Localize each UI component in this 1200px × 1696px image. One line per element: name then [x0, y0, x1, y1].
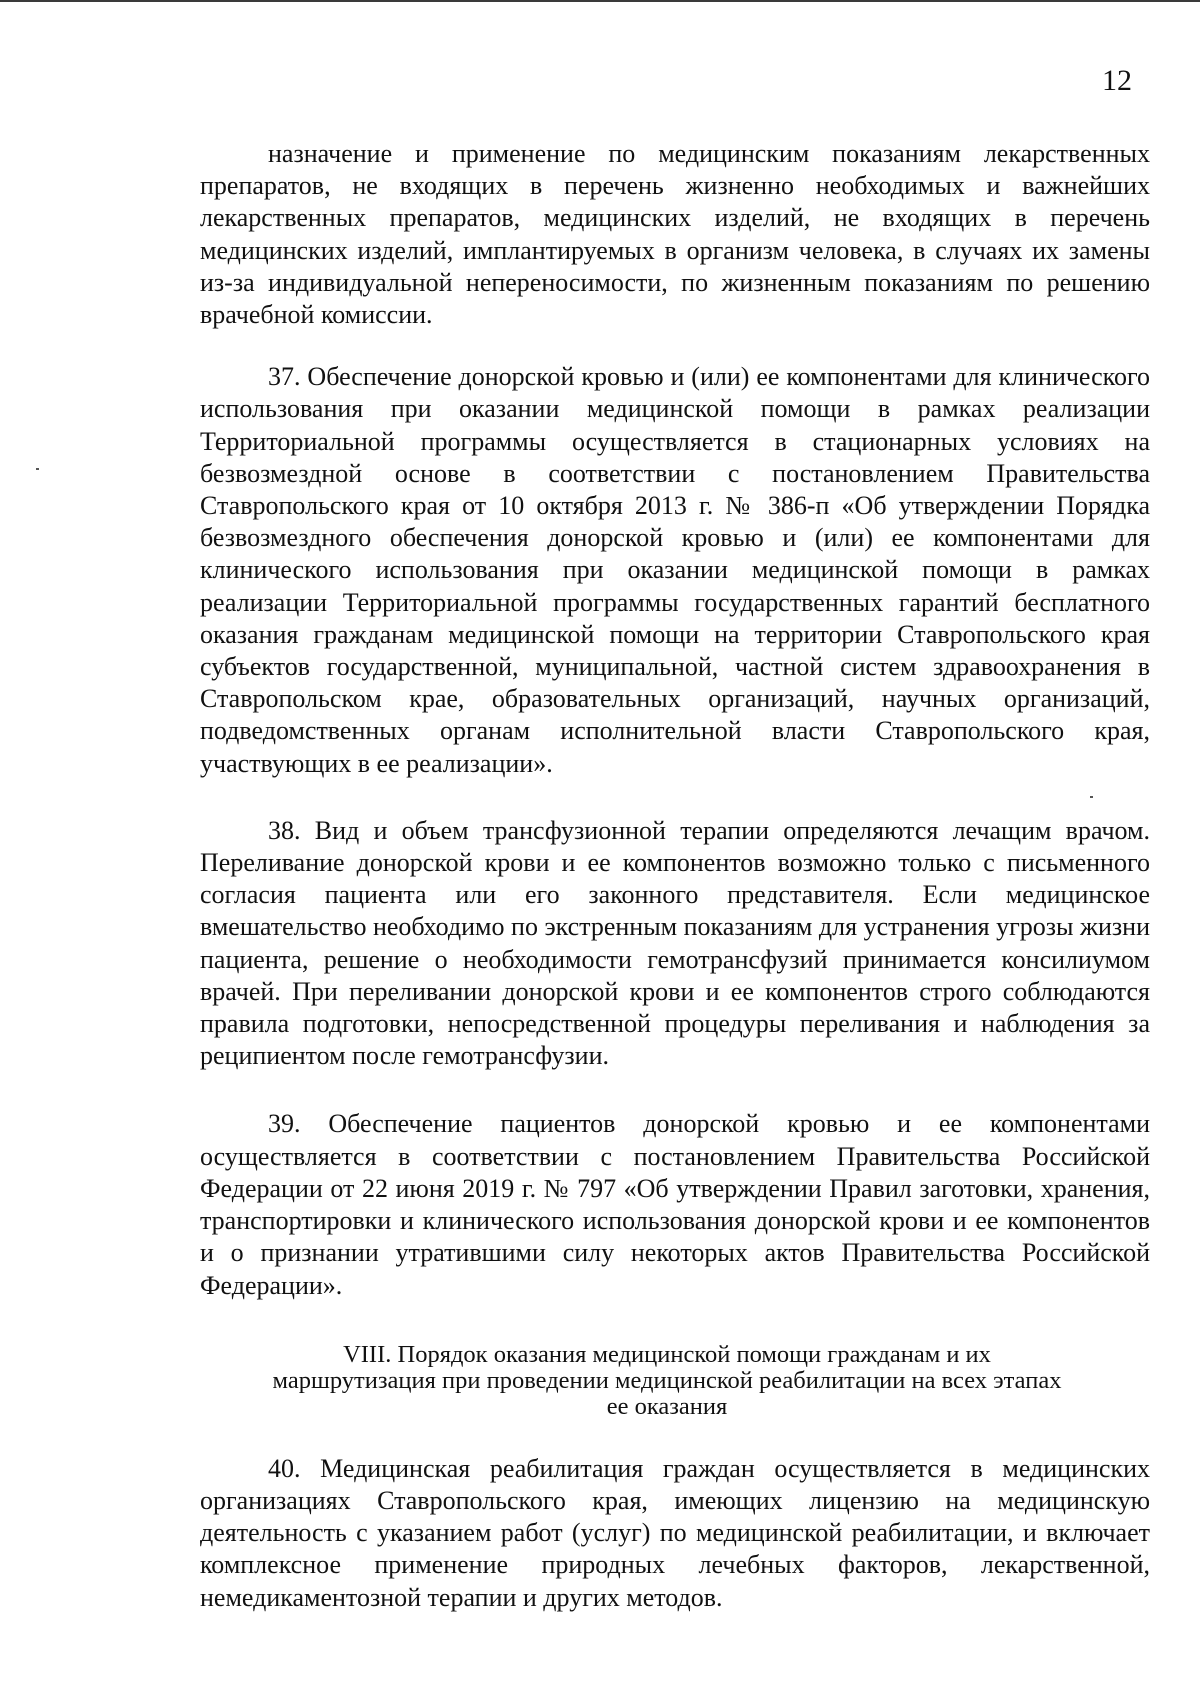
document-body [200, 138, 1150, 1614]
page-number: 12 [1102, 64, 1132, 97]
paragraph-38: 38. Вид и объем трансфузионной терапии определяются лечащим врачом. Переливание донорской крови и ее компонентов возможно только с письменного согласия пациента или его законного представителя. Если медицинское вмешательство необходимо по экстренным показаниям для устранения угрозы жизни пациента, решение о необходимости гемотрансфузий принимается консилиумом врачей. При переливании донорской крови и ее компонентов строго соблюдаются правила подготовки, непосредственной процедуры переливания и наблюдения за реципиентом после гемотрансфузии. [200, 815, 1150, 1071]
paragraph-37: 37. Обеспечение донорской кровью и (или) ее компонентами для клинического использования при оказании медицинской помощи в рамках реализации Территориальной программы осуществляется в стационарных условиях на безвозмездной основе в соответствии с постановлением Правительства Ставропольского края от 10 октября 2013 г. № 386-п «Об утверждении Порядка безвозмездного обеспечения донорской кровью и (или) ее компонентами для клинического использования при оказании медицинской помощи в рамках реализации Территориальной программы государственных гарантий бесплатного оказания гражданам медицинской помощи на территории Ставропольского края субъектов государственной, муниципальной, частной систем здравоохранения в Ставропольском крае, образовательных организаций, научных организаций, подведомственных органам исполнительной власти Ставропольского края, участвующих в ее реализации». [200, 362, 1150, 778]
section-heading-line: маршрутизация при проведении медицинской реабилитации на всех этапах [272, 1366, 1062, 1394]
paragraph-39: 39. Обеспечение пациентов донорской кровью и ее компонентами осуществляется в соответствии с постановлением Правительства Российской Федерации от 22 июня 2019 г. № 797 «Об утверждении Правил заготовки, хранения, транспортировки и клинического использования донорской крови и ее компонентов и о признании утратившими силу некоторых актов Правительства Российской Федерации». [200, 1109, 1150, 1300]
section-heading-line: ее оказания [606, 1392, 728, 1420]
section-heading-line: VIII. Порядок оказания медицинской помощи гражданам и их [343, 1340, 991, 1368]
scan-top-edge [0, 0, 1200, 2]
paragraph-40: 40. Медицинская реабилитация граждан осуществляется в медицинских организациях Ставропольского края, имеющих лицензию на медицинскую деятельность с указанием работ (услуг) по медицинской реабилитации, и включает комплексное применение природных лечебных факторов, лекарственной, немедикаментозной терапии и других методов. [200, 1453, 1150, 1612]
section-heading-viii [192, 1342, 1142, 1420]
paragraph-continued: назначение и применение по медицинским показаниям лекарственных препаратов, не входящих в перечень жизненно необходимых и важнейших лекарственных препаратов, медицинских изделий, не входящих в перечень медицинских изделий, имплантируемых в организм человека, в случаях их замены из-за индивидуальной непереносимости, по жизненным показаниям по решению врачебной комиссии. [200, 139, 1150, 330]
scan-speck [36, 468, 39, 470]
